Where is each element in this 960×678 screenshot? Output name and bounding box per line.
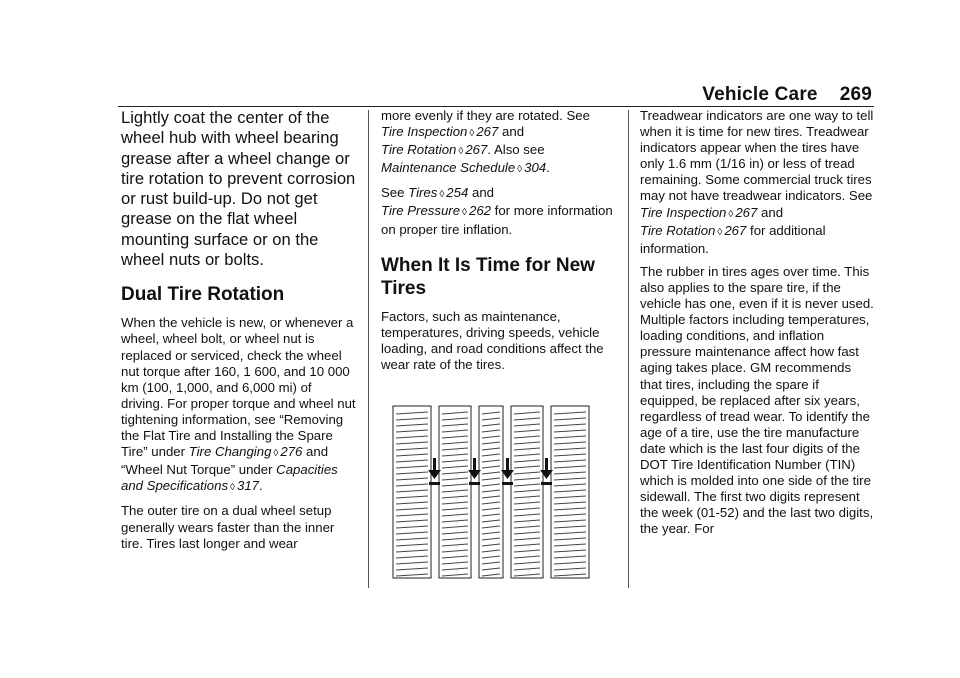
tread-sipe bbox=[482, 544, 500, 546]
tread-sipe bbox=[554, 544, 586, 546]
tread-sipe bbox=[514, 496, 540, 498]
tread-sipe bbox=[442, 412, 468, 414]
tread-sipe bbox=[554, 418, 586, 420]
tread-sipe bbox=[442, 568, 468, 570]
tread-sipe bbox=[396, 418, 428, 420]
tread-sipe bbox=[442, 478, 468, 480]
tread-sipe bbox=[514, 436, 540, 438]
tread-sipe bbox=[442, 460, 468, 462]
tread-sipe bbox=[482, 556, 500, 558]
ref-arrow-icon: ◊ bbox=[469, 128, 475, 140]
tread-sipe bbox=[514, 538, 540, 540]
tread-sipe bbox=[554, 496, 586, 498]
tread-sipe bbox=[482, 502, 500, 504]
tread-sipe bbox=[554, 424, 586, 426]
tread-sipe bbox=[396, 562, 428, 564]
ref-arrow-icon: ◊ bbox=[439, 189, 445, 201]
tread-sipe bbox=[514, 520, 540, 522]
tread-sipe bbox=[554, 514, 586, 516]
tread-sipe bbox=[554, 412, 586, 414]
tread-sipe bbox=[396, 466, 428, 468]
tread-sipe bbox=[514, 442, 540, 444]
tread-sipe bbox=[442, 502, 468, 504]
tread-sipe bbox=[396, 538, 428, 540]
tread-sipe bbox=[554, 556, 586, 558]
column-divider-1 bbox=[368, 110, 369, 588]
tire-rotation-link[interactable]: Tire Rotation bbox=[381, 142, 457, 158]
tread-sipe bbox=[514, 466, 540, 468]
tread-sipe bbox=[514, 556, 540, 558]
wear-factors-paragraph: Factors, such as maintenance, temperatures, driving speeds, vehicle loading, and road conditions affect the wear rate of the tires. bbox=[381, 308, 604, 372]
tread-sipe bbox=[442, 550, 468, 552]
tire-changing-link[interactable]: Tire Changing bbox=[188, 444, 272, 460]
tread-sipe bbox=[554, 478, 586, 480]
tread-sipe bbox=[442, 538, 468, 540]
tread-sipe bbox=[482, 484, 500, 486]
tread-sipe bbox=[396, 550, 428, 552]
dual-tire-paragraph: When the vehicle is new, or whenever a wheel, wheel bolt, or wheel nut is replaced or serviced, check the wheel nut torque after 160, 1 600, and 10 000 km (100, 1,000, and 6,000 mi) of driving. For proper torque and wheel nut tightening information, see “Removing the Flat Tire and Installing the Spare Tire” under Tire Changing ◊ 276 and “Wheel Nut Torque” under Capacities and Specifications ◊ 317. bbox=[121, 315, 356, 494]
inflation-paragraph: See Tires ◊ 254 and Tire Pressure ◊ 262 for more information on proper tire inflation. bbox=[381, 185, 613, 237]
tread-sipe bbox=[396, 442, 428, 444]
tread-sipe bbox=[514, 424, 540, 426]
tread-sipe bbox=[554, 508, 586, 510]
tread-sipe bbox=[396, 424, 428, 426]
tread-sipe bbox=[442, 526, 468, 528]
tread-sipe bbox=[396, 490, 428, 492]
tread-sipe bbox=[396, 436, 428, 438]
tread-sipe bbox=[442, 496, 468, 498]
tread-sipe bbox=[396, 412, 428, 414]
tread-sipe bbox=[396, 448, 428, 450]
tread-sipe bbox=[396, 556, 428, 558]
page-number: 269 bbox=[839, 84, 872, 105]
tread-sipe bbox=[514, 454, 540, 456]
intro-paragraph: Lightly coat the center of the wheel hub with wheel bearing grease after a wheel change or tire rotation to prevent corrosion or rust build-up. Do not get grease on the flat wheel mounting surface or on the wheel nuts or bolts. bbox=[121, 108, 356, 270]
tread-sipe bbox=[396, 454, 428, 456]
ref-arrow-icon: ◊ bbox=[230, 482, 235, 494]
tread-sipe bbox=[396, 484, 428, 486]
tread-sipe bbox=[442, 532, 468, 534]
tread-sipe bbox=[482, 436, 500, 438]
tread-sipe bbox=[442, 454, 468, 456]
tread-sipe bbox=[482, 478, 500, 480]
dual-tire-rotation-heading: Dual Tire Rotation bbox=[121, 284, 285, 306]
section-title: Vehicle Care bbox=[702, 84, 818, 105]
tread-sipe bbox=[442, 562, 468, 564]
tread-sipe bbox=[514, 508, 540, 510]
tire-inspection-link[interactable]: Tire Inspection bbox=[640, 204, 727, 220]
ref-arrow-icon: ◊ bbox=[458, 146, 464, 158]
tread-sipe bbox=[514, 532, 540, 534]
tread-sipe bbox=[396, 514, 428, 516]
treadwear-indicator-illustration bbox=[381, 404, 601, 580]
tread-sipe bbox=[396, 520, 428, 522]
tread-sipe bbox=[514, 484, 540, 486]
tread-sipe bbox=[514, 490, 540, 492]
tread-sipe bbox=[482, 532, 500, 534]
tread-sipe bbox=[554, 532, 586, 534]
tread-sipe bbox=[442, 490, 468, 492]
tread-sipe bbox=[442, 430, 468, 432]
tread-sipe bbox=[396, 544, 428, 546]
tread-sipe bbox=[554, 448, 586, 450]
new-tires-heading: When It Is Time for New Tires bbox=[381, 254, 595, 299]
tread-sipe bbox=[482, 496, 500, 498]
tread-sipe bbox=[482, 418, 500, 420]
tread-sipe bbox=[554, 442, 586, 444]
tread-sipe bbox=[514, 472, 540, 474]
tread-sipe bbox=[396, 478, 428, 480]
tread-sipe bbox=[442, 508, 468, 510]
tread-sipe bbox=[442, 436, 468, 438]
tread-sipe bbox=[396, 526, 428, 528]
tread-sipe bbox=[442, 544, 468, 546]
maintenance-schedule-link[interactable]: Maintenance Schedule bbox=[381, 160, 516, 176]
tread-sipe bbox=[442, 556, 468, 558]
tread-sipe bbox=[554, 472, 586, 474]
tread-sipe bbox=[514, 574, 540, 576]
tread-sipe bbox=[514, 562, 540, 564]
tread-sipe bbox=[482, 508, 500, 510]
ref-arrow-icon: ◊ bbox=[717, 226, 723, 238]
tread-sipe bbox=[514, 526, 540, 528]
tread-sipe bbox=[482, 472, 500, 474]
tread-sipe bbox=[442, 424, 468, 426]
tread-sipe bbox=[442, 472, 468, 474]
tread-sipe bbox=[482, 562, 500, 564]
tread-sipe bbox=[396, 568, 428, 570]
tread-sipe bbox=[554, 436, 586, 438]
tread-sipe bbox=[482, 454, 500, 456]
tread-sipe bbox=[396, 460, 428, 462]
tread-sipe bbox=[442, 520, 468, 522]
tires-link[interactable]: Tires bbox=[408, 185, 438, 201]
tread-sipe bbox=[482, 412, 500, 414]
tread-sipe bbox=[442, 484, 468, 486]
tire-pressure-link[interactable]: Tire Pressure bbox=[381, 203, 461, 219]
tire-rotation-link[interactable]: Tire Rotation bbox=[640, 222, 716, 238]
tread-sipe bbox=[514, 448, 540, 450]
tread-sipe bbox=[442, 448, 468, 450]
ref-arrow-icon: ◊ bbox=[462, 207, 467, 219]
column-1 bbox=[121, 108, 357, 559]
tread-sipe bbox=[554, 466, 586, 468]
column-divider-2 bbox=[628, 110, 629, 588]
tread-sipe bbox=[554, 430, 586, 432]
tread-sipe bbox=[396, 430, 428, 432]
tread-sipe bbox=[514, 502, 540, 504]
tread-sipe bbox=[482, 430, 500, 432]
column-2 bbox=[381, 108, 615, 584]
tread-sipe bbox=[482, 520, 500, 522]
tread-sipe bbox=[554, 526, 586, 528]
tread-sipe bbox=[396, 496, 428, 498]
column-3 bbox=[640, 108, 876, 544]
capacities-specifications-link[interactable]: Capacities and Specifications bbox=[121, 462, 338, 494]
tread-sipe bbox=[554, 454, 586, 456]
tread-sipe bbox=[482, 424, 500, 426]
tread-sipe bbox=[514, 430, 540, 432]
ref-arrow-icon: ◊ bbox=[517, 164, 523, 176]
tread-sipe bbox=[554, 568, 586, 570]
tread-sipe bbox=[554, 484, 586, 486]
tread-sipe bbox=[482, 490, 500, 492]
tread-sipe bbox=[442, 514, 468, 516]
tread-sipe bbox=[396, 502, 428, 504]
tread-sipe bbox=[514, 550, 540, 552]
page-header bbox=[702, 84, 872, 106]
tread-sipe bbox=[482, 514, 500, 516]
outer-tire-paragraph: The outer tire on a dual wheel setup generally wears faster than the inner tire. Tires last longer and wear bbox=[121, 503, 335, 551]
rotation-paragraph: more evenly if they are rotated. See Tire Inspection ◊ 267 and Tire Rotation ◊ 267. Also see Maintenance Schedule ◊ 304. bbox=[381, 108, 590, 176]
ref-arrow-icon: ◊ bbox=[728, 208, 734, 220]
tread-sipe bbox=[554, 520, 586, 522]
tread-sipe bbox=[482, 442, 500, 444]
tread-sipe bbox=[482, 460, 500, 462]
tread-sipe bbox=[514, 460, 540, 462]
tread-sipe bbox=[396, 574, 428, 576]
tread-sipe bbox=[442, 442, 468, 444]
tread-sipe bbox=[554, 538, 586, 540]
tread-sipe bbox=[482, 568, 500, 570]
tread-sipe bbox=[554, 502, 586, 504]
tread-sipe bbox=[514, 418, 540, 420]
tread-sipe bbox=[396, 532, 428, 534]
tread-sipe bbox=[482, 574, 500, 576]
tread-sipe bbox=[554, 490, 586, 492]
tread-sipe bbox=[514, 412, 540, 414]
tread-sipe bbox=[514, 544, 540, 546]
tread-sipe bbox=[554, 460, 586, 462]
tread-sipe bbox=[442, 466, 468, 468]
tread-sipe bbox=[514, 568, 540, 570]
tread-sipe bbox=[514, 478, 540, 480]
treadwear-indicators-paragraph: Treadwear indicators are one way to tell when it is time for new tires. Treadwear indicators appear when the tires have only 1.6 mm (1/16 in) or less of tread remaining. Some commercial truck tires may not have treadwear indicators. See Tire Inspection ◊ 267 and Tire Rotation ◊ 267 for additional information. bbox=[640, 108, 874, 256]
tire-inspection-link[interactable]: Tire Inspection bbox=[381, 124, 468, 140]
tread-sipe bbox=[442, 574, 468, 576]
tread-sipe bbox=[482, 526, 500, 528]
tread-sipe bbox=[482, 466, 500, 468]
tread-sipe bbox=[482, 550, 500, 552]
ref-arrow-icon: ◊ bbox=[273, 448, 279, 460]
tread-sipe bbox=[482, 448, 500, 450]
tread-sipe bbox=[554, 562, 586, 564]
tire-aging-paragraph: The rubber in tires ages over time. This also applies to the spare tire, if the vehicle has one, even if it is never used. Multiple factors including temperatures, loading conditions, and inflation pressure maintenance affect how fast aging takes place. GM recommends that tires, including the spare if equipped, be replaced after six years, regardless of tread wear. To identify the age of a tire, use the tire manufacture date which is the last four digits of the DOT Tire Identification Number (TIN) which is molded into one side of the tire sidewall. The first two digits represent the week (01-52) and the last two digits, the year. For bbox=[640, 263, 874, 537]
tread-sipe bbox=[396, 472, 428, 474]
tread-sipe bbox=[482, 538, 500, 540]
tread-sipe bbox=[554, 550, 586, 552]
tread-sipe bbox=[554, 574, 586, 576]
tread-sipe bbox=[396, 508, 428, 510]
tread-sipe bbox=[442, 418, 468, 420]
tread-sipe bbox=[514, 514, 540, 516]
